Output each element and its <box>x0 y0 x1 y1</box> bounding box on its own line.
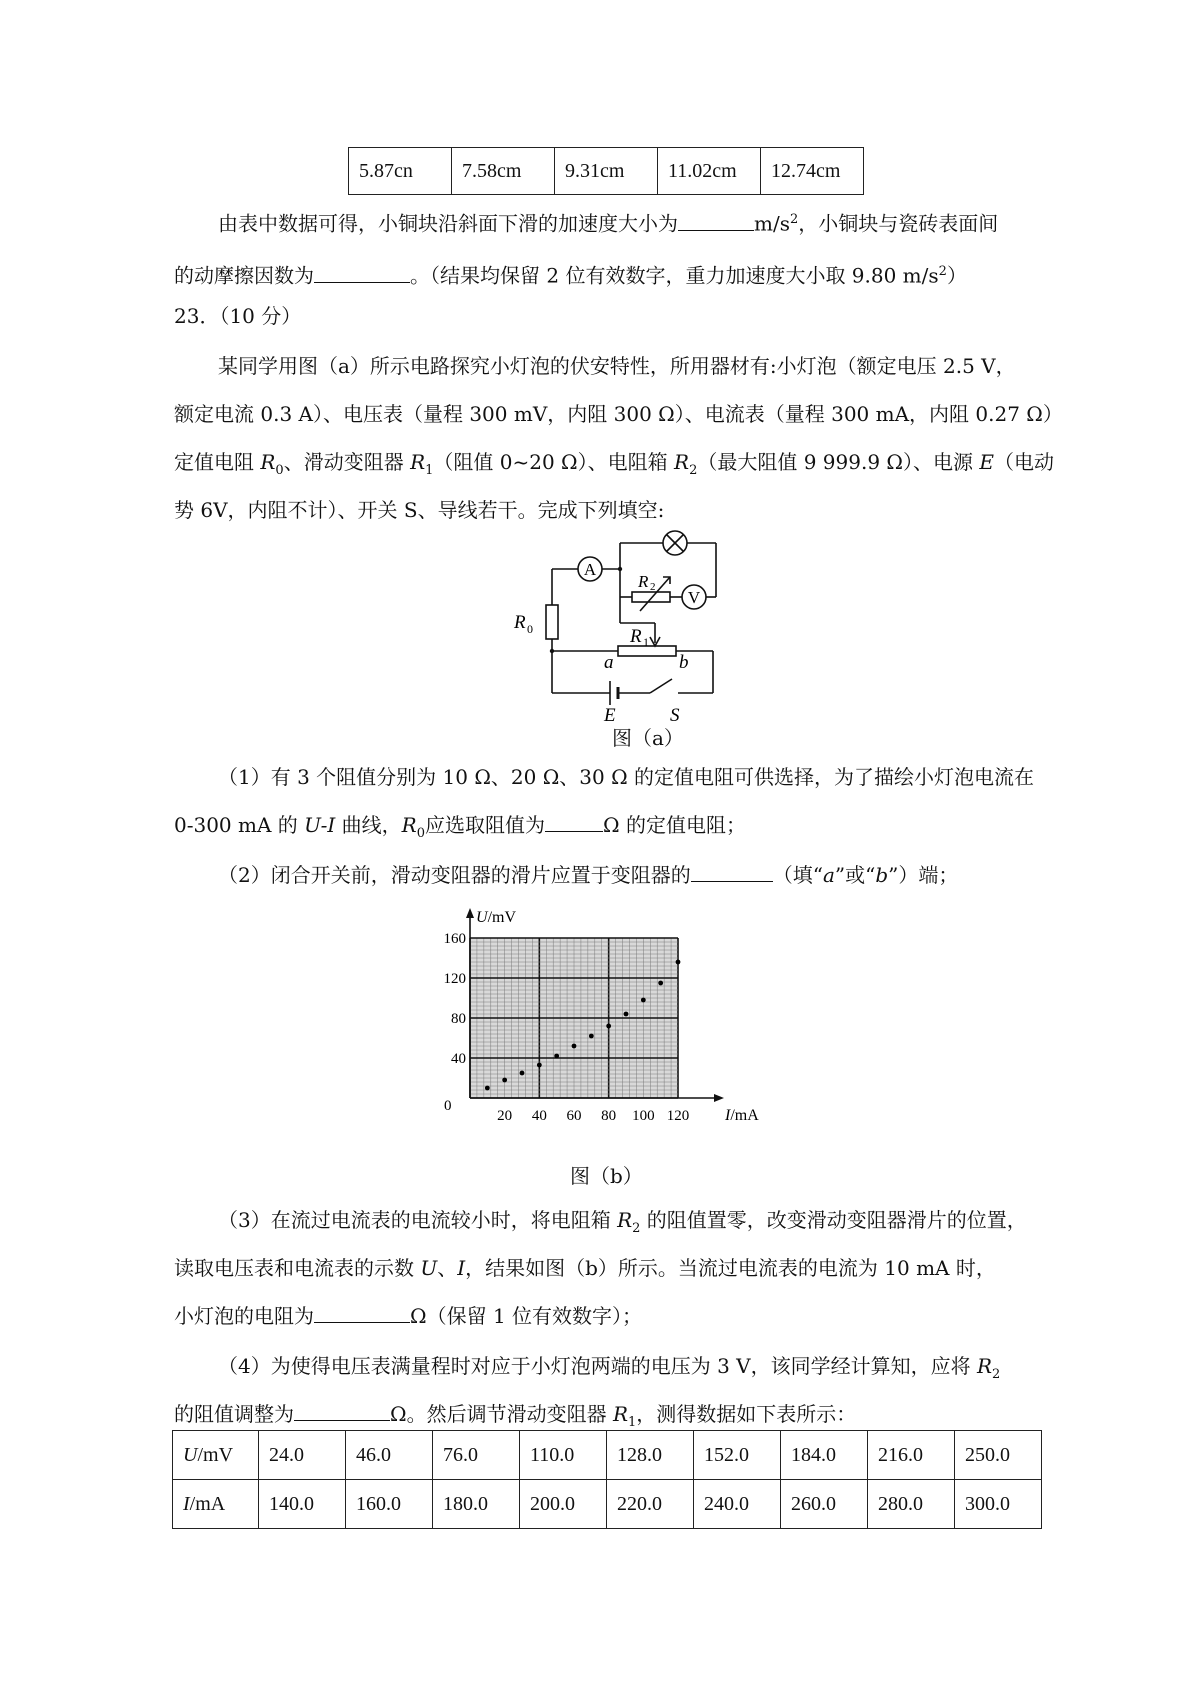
ammeter-label: A <box>583 560 597 579</box>
r2-label: R <box>638 572 649 591</box>
question-header: 23．（10 分） <box>174 304 302 328</box>
x-tick-label: 60 <box>566 1108 582 1124</box>
terminal-a-label: a <box>604 652 614 673</box>
data-point <box>572 1044 577 1049</box>
row-header-i: I/mA <box>173 1480 259 1529</box>
data-point <box>589 1034 594 1039</box>
table-cell: 5.87cn <box>349 148 452 195</box>
circuit-diagram <box>500 525 740 725</box>
r1-label: R <box>630 626 642 647</box>
answer-blank <box>678 210 754 231</box>
table-cell: 46.0 <box>346 1431 433 1480</box>
y-tick-label: 40 <box>451 1051 466 1067</box>
switch-label: S <box>670 705 680 725</box>
q3-line1: （3）在流过电流表的电流较小时，将电阻箱 $R_2$ 的阻值置零，改变滑动变阻器滑片的位置， <box>218 1208 1027 1236</box>
q22-text-line2: 的动摩擦因数为 。（结果均保留 2 位有效数字，重力加速度大小取 9.80 $m/s^2$） <box>174 263 967 288</box>
table-cell: 12.74cm <box>761 148 864 195</box>
intro-line1: 某同学用图（a）所示电路探究小灯泡的伏安特性，所用器材有:小灯泡（额定电压 2.5 V， <box>218 354 1016 378</box>
data-point <box>624 1012 629 1017</box>
answer-blank <box>314 1302 410 1323</box>
table-cell: 7.58cm <box>452 148 555 195</box>
data-point <box>676 960 681 965</box>
intro-line2: 额定电流 0.3 A）、电压表（量程 300 mV，内阻 300 Ω）、电流表（量程 300 mA，内阻 0.27 Ω） <box>174 402 1063 426</box>
top-data-table <box>348 147 864 195</box>
x-tick-label: 80 <box>601 1108 617 1124</box>
u-i-scatter-chart <box>440 900 780 1130</box>
table-cell: 152.0 <box>694 1431 781 1480</box>
data-point <box>537 1063 542 1068</box>
answer-blank <box>545 811 603 832</box>
table-row <box>173 1431 1042 1480</box>
answer-blank <box>294 1400 390 1421</box>
table-cell: 9.31cm <box>555 148 658 195</box>
table-row <box>173 1480 1042 1529</box>
x-tick-label: 40 <box>531 1108 547 1124</box>
x-tick-label: 100 <box>632 1108 655 1124</box>
y-tick-label: 120 <box>443 971 466 987</box>
data-point <box>658 981 663 986</box>
intro-line4: 势 6V，内阻不计）、开关 S、导线若干。完成下列填空: <box>174 498 665 522</box>
y-tick-label: 80 <box>451 1011 466 1027</box>
u-i-data-table <box>172 1430 1042 1529</box>
x-axis-arrow-icon <box>714 1094 724 1102</box>
x-tick-label: 20 <box>497 1108 513 1124</box>
table-cell: 216.0 <box>868 1431 955 1480</box>
table-cell: 280.0 <box>868 1480 955 1529</box>
answer-blank <box>691 861 773 882</box>
y-tick-label: 160 <box>443 931 466 947</box>
row-header-u: U/mV <box>173 1431 259 1480</box>
table-cell: 260.0 <box>781 1480 868 1529</box>
table-cell: 250.0 <box>955 1431 1042 1480</box>
table-cell: 300.0 <box>955 1480 1042 1529</box>
figure-a-caption: 图（a） <box>612 726 684 750</box>
data-point <box>554 1054 559 1059</box>
table-cell: 140.0 <box>259 1480 346 1529</box>
data-point <box>520 1071 525 1076</box>
table-cell: 160.0 <box>346 1480 433 1529</box>
r2-subscript: 2 <box>650 581 656 593</box>
q4-line1: （4）为使得电压表满量程时对应于小灯泡两端的电压为 3 V，该同学经计算知，应将 $R_2$ <box>218 1354 1001 1382</box>
battery-label: E <box>604 705 616 725</box>
table-cell: 240.0 <box>694 1480 781 1529</box>
table-cell: 11.02cm <box>658 148 761 195</box>
q4-line2: 的阻值调整为 Ω。然后调节滑动变阻器 $R_1$，测得数据如下表所示： <box>174 1402 857 1430</box>
x-tick-label: 0 <box>444 1098 452 1114</box>
table-cell: 128.0 <box>607 1431 694 1480</box>
table-cell: 220.0 <box>607 1480 694 1529</box>
q1-line2: 0-300 mA 的 U-I 曲线，$R_0$应选取阻值为 Ω 的定值电阻； <box>174 813 746 841</box>
y-axis-label: U/mV <box>476 909 517 926</box>
q3-line2: 读取电压表和电流表的示数 U、I，结果如图（b）所示。当流过电流表的电流为 10 mA 时， <box>174 1256 996 1280</box>
data-point <box>502 1078 507 1083</box>
table-cell: 24.0 <box>259 1431 346 1480</box>
figure-b-caption: 图（b） <box>570 1164 643 1188</box>
table-row <box>349 148 864 195</box>
q2-line: （2）闭合开关前，滑动变阻器的滑片应置于变阻器的 （填“a”或“b”）端； <box>218 863 959 887</box>
x-tick-label: 120 <box>666 1108 690 1124</box>
q3-line3: 小灯泡的电阻为 Ω（保留 1 位有效数字）； <box>174 1304 643 1328</box>
terminal-b-label: b <box>679 652 689 673</box>
x-axis-label: I/mA <box>725 1107 759 1124</box>
voltmeter-label: V <box>687 588 701 607</box>
table-cell: 76.0 <box>433 1431 520 1480</box>
data-point <box>641 998 646 1003</box>
intro-line3: 定值电阻 $R_0$、滑动变阻器 $R_1$（阻值 0~20 Ω）、电阻箱 $R_2$（最大阻值 9 999.9 Ω）、电源 E（电动 <box>174 450 1054 478</box>
q22-text-line1: 由表中数据可得，小铜块沿斜面下滑的加速度大小为 $m/s^2$，小铜块与瓷砖表面间 <box>218 211 999 236</box>
answer-blank <box>314 262 410 283</box>
table-cell: 110.0 <box>520 1431 607 1480</box>
table-cell: 200.0 <box>520 1480 607 1529</box>
r1-subscript: 1 <box>643 635 649 649</box>
table-cell: 180.0 <box>433 1480 520 1529</box>
r0-subscript: 0 <box>527 622 533 636</box>
data-point <box>485 1086 490 1091</box>
data-point <box>606 1024 611 1029</box>
table-cell: 184.0 <box>781 1431 868 1480</box>
q1-line1: （1）有 3 个阻值分别为 10 Ω、20 Ω、30 Ω 的定值电阻可供选择，为了描绘小灯泡电流在 <box>218 765 1035 789</box>
y-axis-arrow-icon <box>466 908 474 918</box>
r0-label: R <box>514 612 526 633</box>
